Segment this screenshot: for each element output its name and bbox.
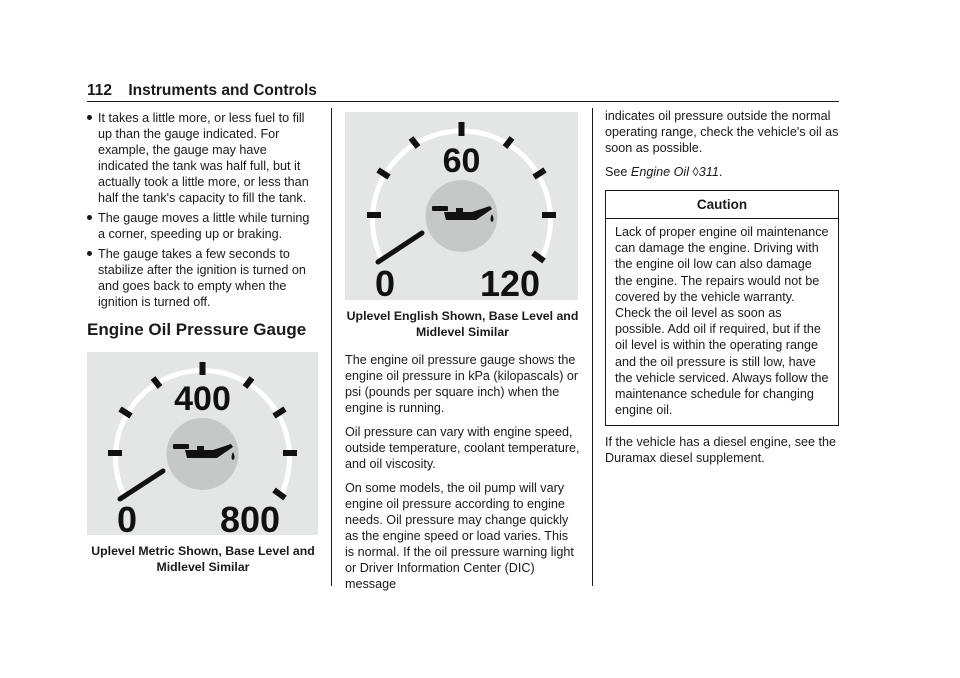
see-prefix: See (605, 165, 628, 179)
oil-can-handle (173, 444, 189, 449)
list-item: The gauge takes a few seconds to stabilize after the ignition is turned on and goes back to empty when the ignition is turned off. (87, 246, 319, 310)
oil-can-handle (432, 206, 448, 211)
body-paragraph: indicates oil pressure outside the normal operating range, check the vehicle's oil as soon as possible. (605, 109, 839, 155)
gauge-min-label: 0 (116, 499, 138, 535)
column-divider (592, 108, 593, 586)
gauge-needle (378, 233, 422, 262)
caution-text: Lack of proper engine oil maintenance can damage the engine. Driving with the engine oil low can also damage the engine. The repairs would not be covered by the vehicle warranty. Check the oil level as soon as possible. Add oil if required, but if the oil level is within the operating range and the oil pressure is still low, have the vehicle serviced. Always follow the maintenance schedule for changing engine oil. (615, 225, 829, 418)
header-rule (87, 101, 839, 102)
gauge-min-label: 0 (374, 263, 396, 300)
caution-box (605, 190, 839, 426)
caption-line: Midlevel Similar (156, 560, 250, 574)
body-paragraph: The engine oil pressure gauge shows the engine oil pressure in kPa (kilopascals) or psi (pounds per square inch) when the engine is running. (345, 353, 579, 415)
caption-line: Uplevel Metric Shown, Base Level and (91, 544, 315, 558)
column-1 (87, 108, 319, 587)
oil-can-cap (197, 446, 204, 450)
caption-line: Uplevel English Shown, Base Level and (346, 309, 579, 323)
list-item: It takes a little more, or less fuel to fill up than the gauge indicated. For example, the gauge may have indicated the tank was half full, but it actually took a little more, or less than half the tank's capacity to fill the tank. (87, 110, 319, 206)
column-2 (345, 108, 580, 600)
caption-line: Midlevel Similar (416, 325, 509, 339)
see-suffix: . (718, 165, 723, 179)
figure-caption (87, 543, 319, 575)
metric-oil-pressure-gauge-illustration (87, 352, 318, 535)
body-paragraph: If the vehicle has a diesel engine, see the Duramax diesel supplement. (605, 435, 837, 466)
column-3 (605, 108, 839, 474)
page-ref-arrow-icon: ◊ (692, 165, 699, 179)
list-item: The gauge moves a little while turning a corner, speeding up or braking. (87, 210, 319, 242)
cross-reference-page[interactable]: 311 (698, 165, 719, 179)
gauge-needle (120, 471, 163, 499)
body-paragraph: Oil pressure can vary with engine speed, outside temperature, coolant temperature, and oil viscosity. (345, 425, 580, 471)
gauge-max-label: 800 (219, 499, 281, 535)
gauge-max-label: 120 (479, 263, 541, 300)
figure-caption (345, 308, 580, 340)
body-paragraph: On some models, the oil pump will vary engine oil pressure according to engine needs. Oil pressure may change quickly as the engine speed or load varies. This is normal. If the oil pressure warning light or Driver Information Center (DIC) message (345, 481, 574, 591)
section-title: Instruments and Controls (128, 82, 317, 99)
section-heading: Engine Oil Pressure Gauge (87, 320, 307, 339)
bullet-list (87, 110, 319, 310)
running-header (87, 82, 317, 100)
page-number: 112 (87, 82, 113, 99)
see-reference (605, 164, 839, 180)
oil-can-cap (456, 208, 463, 212)
column-divider (331, 108, 332, 586)
cross-reference-link[interactable]: Engine Oil (630, 165, 690, 179)
gauge-mid-label: 60 (442, 142, 481, 180)
english-oil-pressure-gauge-illustration (345, 112, 578, 300)
gauge-mid-label: 400 (174, 380, 231, 418)
caution-title: Caution (606, 191, 838, 219)
